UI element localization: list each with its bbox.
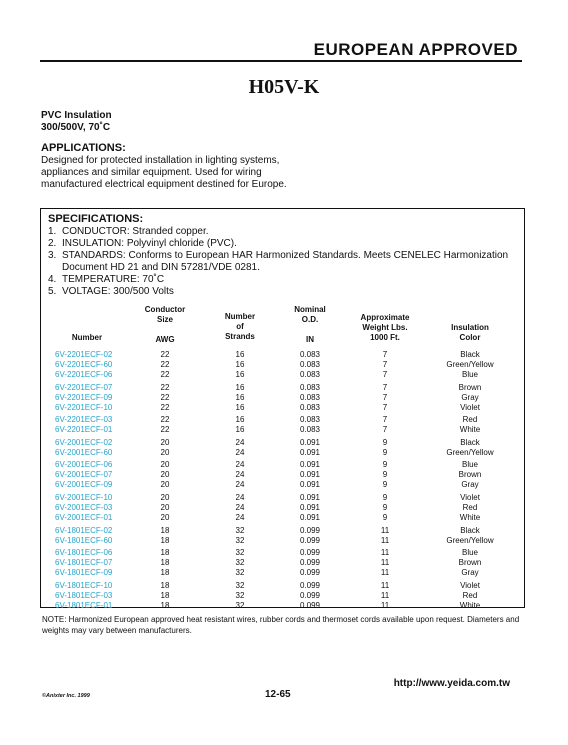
table-row (0, 581, 568, 591)
strands-cell: 24 (235, 480, 245, 490)
awg-cell: 22 (160, 415, 170, 425)
od-cell: 0.099 (299, 600, 321, 610)
part-number-cell: 6V-1801ECF-07 (55, 558, 113, 568)
weight-cell: 9 (382, 437, 388, 447)
header-rule (40, 60, 522, 62)
part-number-cell: 6V-1801ECF-10 (55, 580, 113, 590)
color-cell: White (459, 425, 481, 435)
color-cell: Gray (461, 392, 479, 402)
awg-cell: 20 (160, 502, 170, 512)
weight-cell: 7 (382, 370, 388, 379)
part-number-cell: 6V-2001ECF-07 (55, 470, 113, 480)
color-cell: Red (462, 415, 478, 425)
strands-cell: 24 (235, 447, 245, 457)
column-header-color (435, 323, 505, 343)
od-cell: 0.099 (299, 548, 321, 558)
spec-item-number: 4. (48, 274, 57, 285)
part-number-cell: 6V-1801ECF-01 (55, 600, 113, 610)
applications-text: Designed for protected installation in lighting systems, appliances and similar equipment. Used for wiring manufactured electrical equipment destined for Europe. (41, 155, 287, 190)
strands-cell: 32 (235, 548, 245, 558)
part-number-cell: 6V-2001ECF-10 (55, 492, 113, 502)
strands-cell: 24 (235, 437, 245, 447)
part-number-cell: 6V-2201ECF-10 (55, 402, 113, 412)
part-number-cell: 6V-2201ECF-06 (55, 370, 113, 379)
color-cell: Red (462, 502, 478, 512)
color-cell: Blue (461, 370, 478, 379)
awg-cell: 22 (160, 360, 170, 369)
od-cell: 0.083 (299, 350, 321, 359)
part-number-cell: 6V-2001ECF-06 (55, 460, 113, 470)
weight-cell: 7 (382, 402, 388, 412)
part-number-cell: 6V-2001ECF-02 (55, 437, 113, 447)
column-header-color-text: Insulation Color (451, 323, 489, 342)
column-header-strands (210, 312, 270, 342)
od-cell: 0.091 (299, 512, 321, 522)
weight-cell: 9 (382, 492, 388, 502)
color-cell: Black (460, 525, 480, 535)
product-table (0, 350, 568, 611)
od-cell: 0.091 (299, 437, 321, 447)
column-header-od (280, 305, 340, 345)
od-cell: 0.091 (299, 470, 321, 480)
od-cell: 0.083 (299, 425, 321, 435)
spec-item-number: 1. (48, 226, 57, 237)
weight-cell: 11 (380, 580, 390, 590)
strands-cell: 32 (235, 535, 245, 545)
spec-item-text: CONDUCTOR: Stranded copper. (62, 226, 209, 237)
table-row (0, 513, 568, 523)
awg-cell: 18 (160, 580, 170, 590)
header-title: EUROPEAN APPROVED (313, 40, 518, 59)
color-cell: Red (462, 590, 478, 600)
strands-cell: 32 (235, 600, 245, 610)
weight-cell: 7 (382, 360, 388, 369)
weight-cell: 7 (382, 425, 388, 435)
weight-cell: 11 (380, 600, 390, 610)
strands-cell: 16 (235, 370, 245, 379)
weight-cell: 9 (382, 512, 388, 522)
column-header-weight (345, 313, 425, 343)
weight-cell: 7 (382, 392, 388, 402)
spec-item (48, 226, 518, 238)
strands-cell: 24 (235, 502, 245, 512)
awg-cell: 18 (160, 535, 170, 545)
awg-cell: 18 (160, 590, 170, 600)
color-cell: Green/Yellow (446, 535, 494, 545)
od-cell: 0.091 (299, 447, 321, 457)
spec-item-number: 3. (48, 250, 57, 261)
color-cell: Black (460, 350, 480, 359)
part-number-cell: 6V-2001ECF-03 (55, 502, 113, 512)
od-cell: 0.083 (299, 382, 321, 392)
od-cell: 0.091 (299, 480, 321, 490)
table-row (0, 493, 568, 503)
awg-cell: 22 (160, 382, 170, 392)
color-cell: Blue (461, 548, 478, 558)
part-number-cell: 6V-2001ECF-60 (55, 447, 113, 457)
table-row (0, 503, 568, 513)
weight-cell: 11 (380, 568, 390, 578)
table-row (0, 568, 568, 578)
spec-item-number: 5. (48, 286, 57, 297)
column-header-number: Number (71, 333, 103, 342)
color-cell: Brown (458, 558, 482, 568)
color-cell: Green/Yellow (446, 360, 494, 369)
color-cell: Gray (461, 568, 479, 578)
insulation-line-2: 300/500V, 70˚C (41, 122, 111, 133)
strands-cell: 16 (235, 382, 245, 392)
color-cell: White (459, 512, 481, 522)
awg-cell: 22 (160, 350, 170, 359)
awg-cell: 18 (160, 600, 170, 610)
od-cell: 0.099 (299, 558, 321, 568)
awg-cell: 20 (160, 512, 170, 522)
strands-cell: 24 (235, 460, 245, 470)
spec-item (48, 238, 518, 250)
strands-cell: 24 (235, 512, 245, 522)
part-number-cell: 6V-1801ECF-02 (55, 525, 113, 535)
awg-cell: 22 (160, 402, 170, 412)
part-number-cell: 6V-1801ECF-09 (55, 568, 113, 578)
table-row (0, 591, 568, 601)
spec-item-text: TEMPERATURE: 70˚C (62, 274, 165, 285)
awg-cell: 22 (160, 425, 170, 435)
spec-item-text: VOLTAGE: 300/500 Volts (62, 286, 174, 297)
od-cell: 0.083 (299, 392, 321, 402)
color-cell: Gray (461, 480, 479, 490)
strands-cell: 16 (235, 402, 245, 412)
spec-item (48, 286, 518, 298)
spec-item (48, 250, 518, 274)
table-row (0, 558, 568, 568)
weight-cell: 7 (382, 350, 388, 359)
part-number-cell: 6V-2001ECF-01 (55, 512, 113, 522)
table-row (0, 448, 568, 458)
part-number-cell: 6V-2201ECF-09 (55, 392, 113, 402)
weight-cell: 9 (382, 480, 388, 490)
table-row (0, 370, 568, 380)
part-number-cell: 6V-2201ECF-02 (55, 350, 113, 359)
strands-cell: 16 (235, 350, 245, 359)
insulation-info (41, 110, 112, 134)
specifications-heading: SPECIFICATIONS: (48, 213, 144, 225)
weight-cell: 9 (382, 460, 388, 470)
table-row (0, 438, 568, 448)
strands-cell: 32 (235, 525, 245, 535)
awg-cell: 18 (160, 558, 170, 568)
od-cell: 0.083 (299, 360, 321, 369)
awg-cell: 20 (160, 447, 170, 457)
table-row (0, 480, 568, 490)
weight-cell: 9 (382, 447, 388, 457)
od-cell: 0.099 (299, 590, 321, 600)
od-cell: 0.083 (299, 415, 321, 425)
awg-cell: 20 (160, 470, 170, 480)
table-row (0, 460, 568, 470)
column-header-strands-text: Number of Strands (224, 312, 256, 341)
weight-cell: 11 (380, 525, 390, 535)
table-row (0, 383, 568, 393)
table-row (0, 403, 568, 413)
od-cell: 0.091 (299, 460, 321, 470)
weight-cell: 11 (380, 535, 390, 545)
strands-cell: 32 (235, 568, 245, 578)
page-number: 12-65 (265, 689, 291, 700)
awg-cell: 18 (160, 568, 170, 578)
color-cell: Violet (460, 402, 480, 412)
od-cell: 0.099 (299, 580, 321, 590)
part-number-cell: 6V-2201ECF-07 (55, 382, 113, 392)
table-row (0, 360, 568, 370)
weight-cell: 7 (382, 415, 388, 425)
color-cell: White (459, 600, 481, 610)
awg-cell: 22 (160, 370, 170, 379)
color-cell: Brown (458, 470, 482, 480)
product-title: H05V-K (248, 76, 320, 98)
table-row (0, 548, 568, 558)
awg-cell: 20 (160, 437, 170, 447)
color-cell: Black (460, 437, 480, 447)
column-header-od-text: Nominal O.D. IN (294, 305, 326, 344)
od-cell: 0.091 (299, 502, 321, 512)
strands-cell: 16 (235, 392, 245, 402)
color-cell: Violet (460, 492, 480, 502)
spec-item (48, 274, 518, 286)
copyright: ©Anixter Inc. 1999 (42, 693, 90, 699)
part-number-cell: 6V-1801ECF-03 (55, 590, 113, 600)
od-cell: 0.099 (299, 568, 321, 578)
awg-cell: 20 (160, 480, 170, 490)
awg-cell: 18 (160, 525, 170, 535)
awg-cell: 18 (160, 548, 170, 558)
weight-cell: 11 (380, 590, 390, 600)
table-row (0, 601, 568, 611)
table-row (0, 350, 568, 360)
table-row (0, 393, 568, 403)
strands-cell: 32 (235, 590, 245, 600)
insulation-line-1: PVC Insulation (41, 110, 112, 121)
strands-cell: 24 (235, 492, 245, 502)
od-cell: 0.083 (299, 402, 321, 412)
strands-cell: 16 (235, 415, 245, 425)
od-cell: 0.083 (299, 370, 321, 379)
part-number-cell: 6V-2201ECF-60 (55, 360, 113, 369)
spec-item-text: STANDARDS: Conforms to European HAR Harmonized Standards. Meets CENELEC Harmonization Document HD 21 and DIN 57281/VDE 0281. (62, 250, 509, 273)
table-row (0, 425, 568, 435)
weight-cell: 9 (382, 502, 388, 512)
part-number-cell: 6V-1801ECF-60 (55, 535, 113, 545)
strands-cell: 32 (235, 558, 245, 568)
strands-cell: 24 (235, 470, 245, 480)
weight-cell: 11 (380, 548, 390, 558)
specifications-list (48, 226, 518, 298)
strands-cell: 32 (235, 580, 245, 590)
note: NOTE: Harmonized European approved heat resistant wires, rubber cords and thermoset cords available upon request. Diameters and weights may vary between manufacturers. (42, 615, 520, 635)
weight-cell: 9 (382, 470, 388, 480)
awg-cell: 20 (160, 492, 170, 502)
strands-cell: 16 (235, 425, 245, 435)
color-cell: Violet (460, 580, 480, 590)
part-number-cell: 6V-1801ECF-06 (55, 548, 113, 558)
part-number-cell: 6V-2201ECF-01 (55, 425, 113, 435)
table-row (0, 526, 568, 536)
color-cell: Brown (458, 382, 482, 392)
table-row (0, 536, 568, 546)
table-row (0, 470, 568, 480)
od-cell: 0.091 (299, 492, 321, 502)
column-header-weight-text: Approximate Weight Lbs. 1000 Ft. (360, 313, 410, 342)
color-cell: Blue (461, 460, 478, 470)
part-number-cell: 6V-2001ECF-09 (55, 480, 113, 490)
applications-heading: APPLICATIONS: (41, 142, 126, 154)
od-cell: 0.099 (299, 525, 321, 535)
weight-cell: 7 (382, 382, 388, 392)
column-header-awg-text: Conductor Size AWG (144, 305, 186, 344)
color-cell: Green/Yellow (446, 447, 494, 457)
awg-cell: 22 (160, 392, 170, 402)
weight-cell: 11 (380, 558, 390, 568)
table-row (0, 415, 568, 425)
strands-cell: 16 (235, 360, 245, 369)
spec-item-number: 2. (48, 238, 57, 249)
part-number-cell: 6V-2201ECF-03 (55, 415, 113, 425)
od-cell: 0.099 (299, 535, 321, 545)
column-header-awg (135, 305, 195, 345)
awg-cell: 20 (160, 460, 170, 470)
spec-item-text: INSULATION: Polyvinyl chloride (PVC). (62, 238, 237, 249)
website-url[interactable]: http://www.yeida.com.tw (393, 678, 510, 689)
